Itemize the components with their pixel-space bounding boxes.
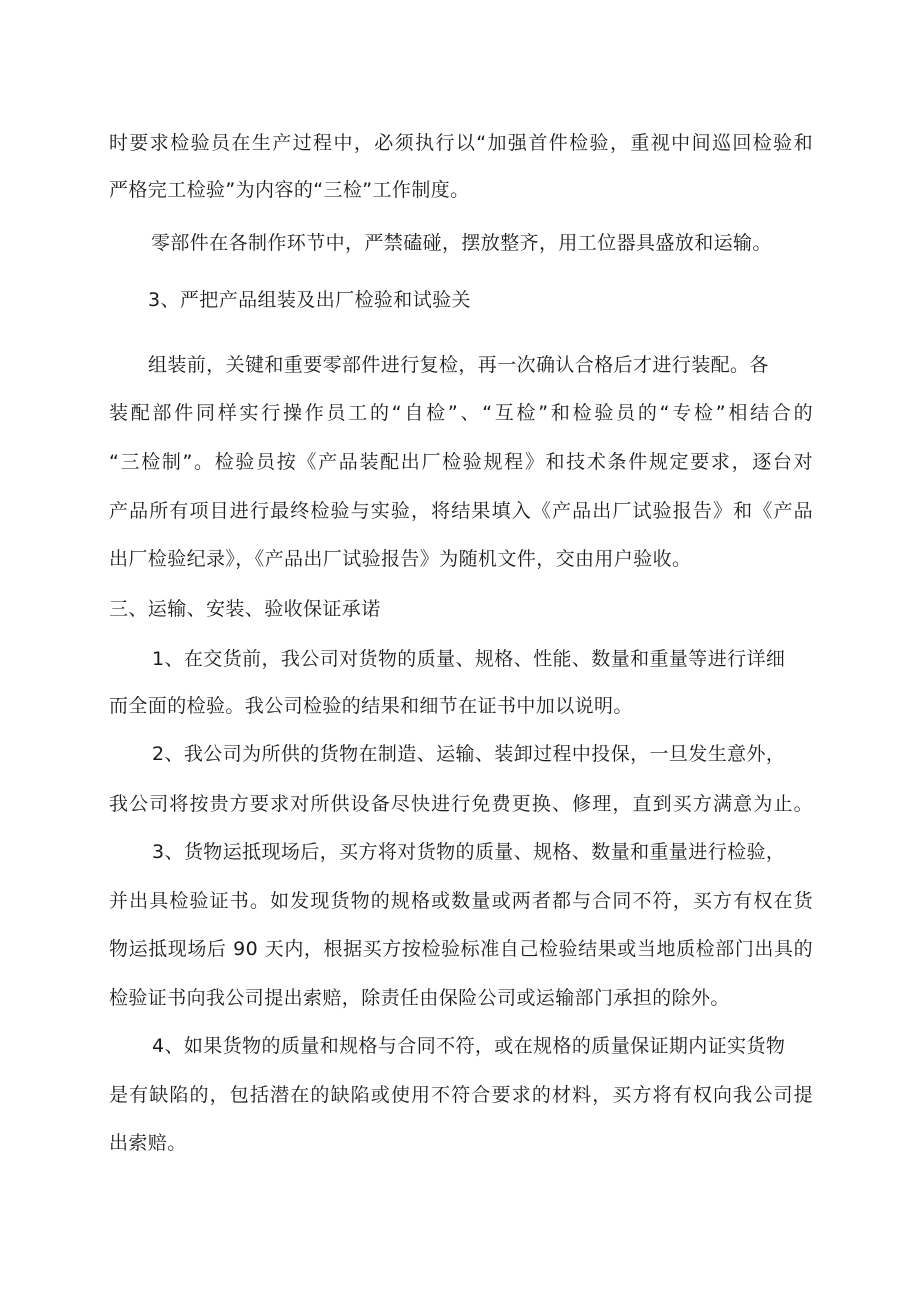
text-line: “三检制”。检验员按《产品装配出厂检验规程》和技术条件规定要求，逐台对	[109, 451, 813, 473]
text-line: 出厂检验纪录》，《产品出厂试验报告》为随机文件，交由用户验收。	[109, 548, 692, 570]
text-line: 是有缺陷的，包括潜在的缺陷或使用不符合要求的材料，买方将有权向我公司提	[109, 1084, 813, 1106]
subheading-assembly-inspection: 3、严把产品组装及出厂检验和试验关	[148, 289, 471, 311]
text-line: 4、如果货物的质量和规格与合同不符，或在规格的质量保证期内证实货物	[152, 1035, 786, 1057]
text-line: 2、我公司为所供的货物在制造、运输、装卸过程中投保，一旦发生意外，	[152, 743, 786, 765]
section-heading-transport-installation: 三、运输、安装、验收保证承诺	[109, 598, 381, 620]
text-line: 零部件在各制作环节中，严禁磕碰，摆放整齐，用工位器具盛放和运输。	[151, 232, 772, 254]
text-line: 产品所有项目进行最终检验与实验，将结果填入《产品出厂试验报告》和《产品	[109, 500, 813, 522]
text-line: 组装前，关键和重要零部件进行复检，再一次确认合格后才进行装配。各	[148, 354, 769, 376]
text-line: 1、在交货前，我公司对货物的质量、规格、性能、数量和重量等进行详细	[152, 648, 786, 670]
text-line: 并出具检验证书。如发现货物的规格或数量或两者都与合同不符，买方有权在货	[109, 890, 813, 912]
text-line: 装配部件同样实行操作员工的“自检”、“互检”和检验员的“专检”相结合的	[109, 402, 813, 424]
text-line: 3、货物运抵现场后，买方将对货物的质量、规格、数量和重量进行检验，	[152, 841, 786, 863]
text-line: 严格完工检验”为内容的“三检”工作制度。	[109, 179, 470, 201]
text-line: 出索赔。	[109, 1132, 187, 1154]
text-line: 我公司将按贵方要求对所供设备尽快进行免费更换、修理，直到买方满意为止。	[109, 793, 813, 815]
text-line: 检验证书向我公司提出索赔，除责任由保险公司或运输部门承担的除外。	[109, 987, 730, 1009]
text-line: 物运抵现场后 90 天内，根据买方按检验标准自己检验结果或当地质检部门出具的	[109, 938, 813, 960]
text-line: 时要求检验员在生产过程中，必须执行以“加强首件检验，重视中间巡回检验和	[109, 132, 813, 154]
text-line: 而全面的检验。我公司检验的结果和细节在证书中加以说明。	[109, 695, 633, 717]
